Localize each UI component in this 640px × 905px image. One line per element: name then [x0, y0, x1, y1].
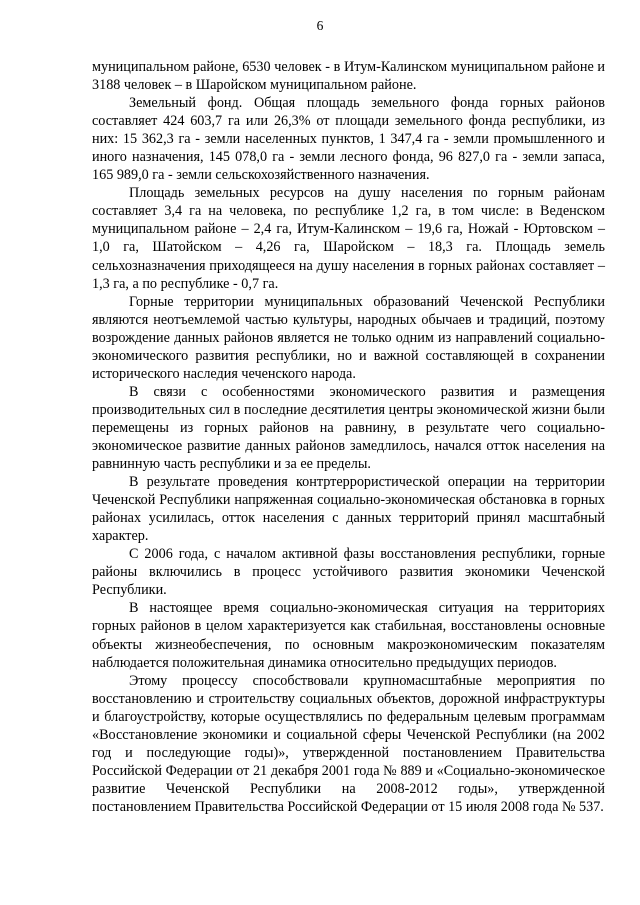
paragraph-federal-programs: Этому процессу способствовали крупномасштабные мероприятия по восстановлению и строительству социальных объектов, дорожной инфраструктуры и благоустройству, которые осуществлялись по федеральным целевым программам «Восстановление экономики и социальной сферы Чеченской Республики (на 2002 год и последующие годы)», утвержденной постановлением Правительства Российской Федерации от 21 декабря 2001 года № 889 и «Социально-экономическое развитие Чеченской Республики на 2008-2012 годы», утвержденной постановлением Правительства Российской Федерации от 15 июля 2008 года № 537. [92, 672, 605, 815]
paragraph-since-2006: С 2006 года, с началом активной фазы восстановления республики, горные районы включились в процесс устойчивого развития экономики Чеченской Республики. [92, 546, 605, 599]
paragraph-land-fund: Земельный фонд. Общая площадь земельного фонда горных районов составляет 424 603,7 га или 26,3% от площади земельного фонда республики, из них: 15 362,3 га - земли населенных пунктов, 1 347,4 га - земли промышленного и иного назначения, 145 078,0 га - земли лесного фонда, 96 827,0 га - земли запаса, 165 989,0 га - земли сельскохозяйственного назначения. [92, 95, 605, 184]
paragraph-economic-shift: В связи с особенностями экономического развития и размещения производительных сил в последние десятилетия центры экономической жизни были перемещены из горных районов на равнину, в результате чего социально-экономическое развитие данных районов замедлилось, начался отток населения на равнинную часть республики и за ее пределы. [92, 383, 605, 473]
paragraph-current-situation: В настоящее время социально-экономическая ситуация на территориях горных районов в целом характеризуется как стабильная, восстановлены основные объекты жизнеобеспечения, по основным макроэкономическим показателям наблюдается положительная динамика относительно предыдущих периодов. [92, 600, 605, 671]
paragraph-counter-terrorist-operation: В результате проведения контртеррористической операции на территории Чеченской Республики напряженная социально-экономическая обстановка в горных районах усилилась, отток населения с данных территорий принял масштабный характер. [92, 474, 605, 545]
paragraph-continuation: муниципальном районе, 6530 человек - в Итум-Калинском муниципальном районе и 3188 человек – в Шаройском муниципальном районе. [92, 59, 605, 94]
page-number: 6 [316, 18, 324, 33]
paragraph-mountain-territories: Горные территории муниципальных образований Чеченской Республики являются неотъемлемой частью культуры, народных обычаев и традиций, поэтому возрождение данных районов является не только одним из направлений социально-экономического развития республики, но и важной составляющей в сохранении исторического наследия чеченского народа. [92, 293, 605, 382]
paragraph-land-per-capita: Площадь земельных ресурсов на душу населения по горным районам составляет 3,4 га на человека, по республике 1,2 га, в том числе: в Веденском муниципальном районе – 2,4 га, Итум-Калинском – 19,6 га, Ножай - Юртовском – 1,0 га, Шатойском – 4,26 га, Шаройском – 18,3 га. Площадь земель сельхозназначения приходящееся на душу населения в горных районах составляет – 1,3 га, а по республике - 0,7 га. [92, 185, 605, 292]
document-body [92, 58, 605, 816]
